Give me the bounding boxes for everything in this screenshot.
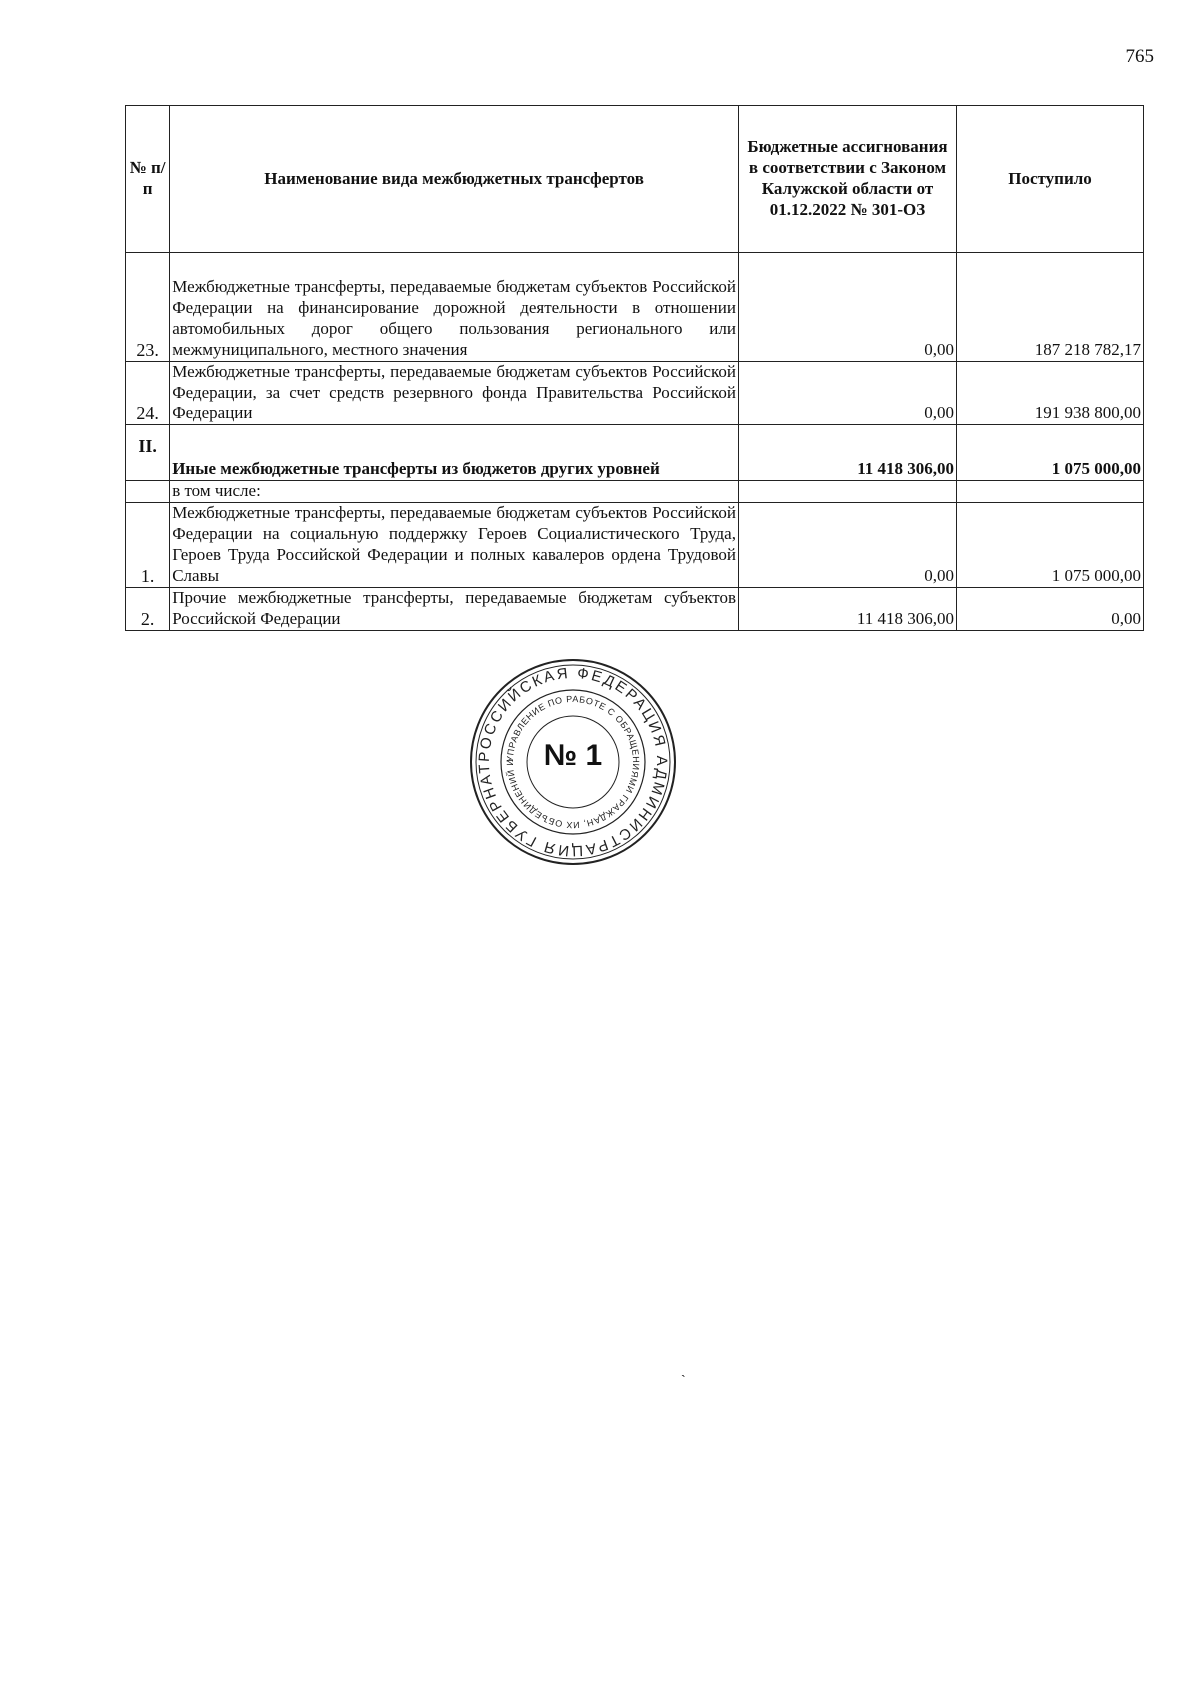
table-row	[126, 361, 1144, 425]
row-name: Иные межбюджетные трансферты из бюджетов других уровней	[170, 425, 739, 481]
row-num	[126, 481, 170, 503]
table-row	[126, 503, 1144, 588]
row-received: 191 938 800,00	[957, 361, 1144, 425]
row-received: 187 218 782,17	[957, 253, 1144, 362]
seal-outer-text: РОССИЙСКАЯ ФЕДЕРАЦИЯ АДМИНИСТРАЦИЯ ГУБЕРНАТ	[475, 664, 671, 860]
row-received: 1 075 000,00	[957, 503, 1144, 588]
row-num: 2.	[126, 587, 170, 630]
table-row-section	[126, 425, 1144, 481]
row-planned: 0,00	[738, 253, 956, 362]
table-header-row	[126, 106, 1144, 253]
row-name: Межбюджетные трансферты, передаваемые бюджетам субъектов Российской Федерации на социальную поддержку Героев Социалистического Труда, Героев Труда Российской Федерации и полных кавалеров ордена Трудовой Славы	[170, 503, 739, 588]
seal-inner-text: УПРАВЛЕНИЕ ПО РАБОТЕ С ОБРАЩЕНИЯМИ ГРАЖДАН, ИХ ОБЪЕДИНЕНИЙ И	[504, 693, 642, 831]
stray-mark: ˎ	[681, 1363, 686, 1378]
header-received: Поступило	[957, 106, 1144, 253]
row-received	[957, 481, 1144, 503]
row-planned: 11 418 306,00	[738, 587, 956, 630]
row-planned: 0,00	[738, 503, 956, 588]
row-num: II.	[126, 425, 170, 481]
row-name: Межбюджетные трансферты, передаваемые бюджетам субъектов Российской Федерации, за счет средств резервного фонда Правительства Российской Федерации	[170, 361, 739, 425]
row-num: 1.	[126, 503, 170, 588]
row-planned	[738, 481, 956, 503]
row-received: 1 075 000,00	[957, 425, 1144, 481]
row-received: 0,00	[957, 587, 1144, 630]
table-row	[126, 481, 1144, 503]
header-name: Наименование вида межбюджетных трансфертов	[170, 106, 739, 253]
row-planned: 11 418 306,00	[738, 425, 956, 481]
row-planned: 0,00	[738, 361, 956, 425]
row-num: 23.	[126, 253, 170, 362]
row-num: 24.	[126, 361, 170, 425]
table-row	[126, 587, 1144, 630]
transfers-table	[125, 105, 1144, 631]
row-name: в том числе:	[170, 481, 739, 503]
header-num: № п/п	[126, 106, 170, 253]
official-seal	[468, 657, 678, 867]
header-planned: Бюджетные ассигнования в соответствии с Законом Калужской области от 01.12.2022 № 301-ОЗ	[738, 106, 956, 253]
seal-number: № 1	[543, 739, 603, 772]
table-row	[126, 253, 1144, 362]
row-name: Межбюджетные трансферты, передаваемые бюджетам субъектов Российской Федерации на финансирование дорожной деятельности в отношении автомобильных дорог общего пользования регионального или межмуниципального, местного значения	[170, 253, 739, 362]
row-name: Прочие межбюджетные трансферты, передаваемые бюджетам субъектов Российской Федерации	[170, 587, 739, 630]
page-number: 765	[1125, 46, 1154, 67]
